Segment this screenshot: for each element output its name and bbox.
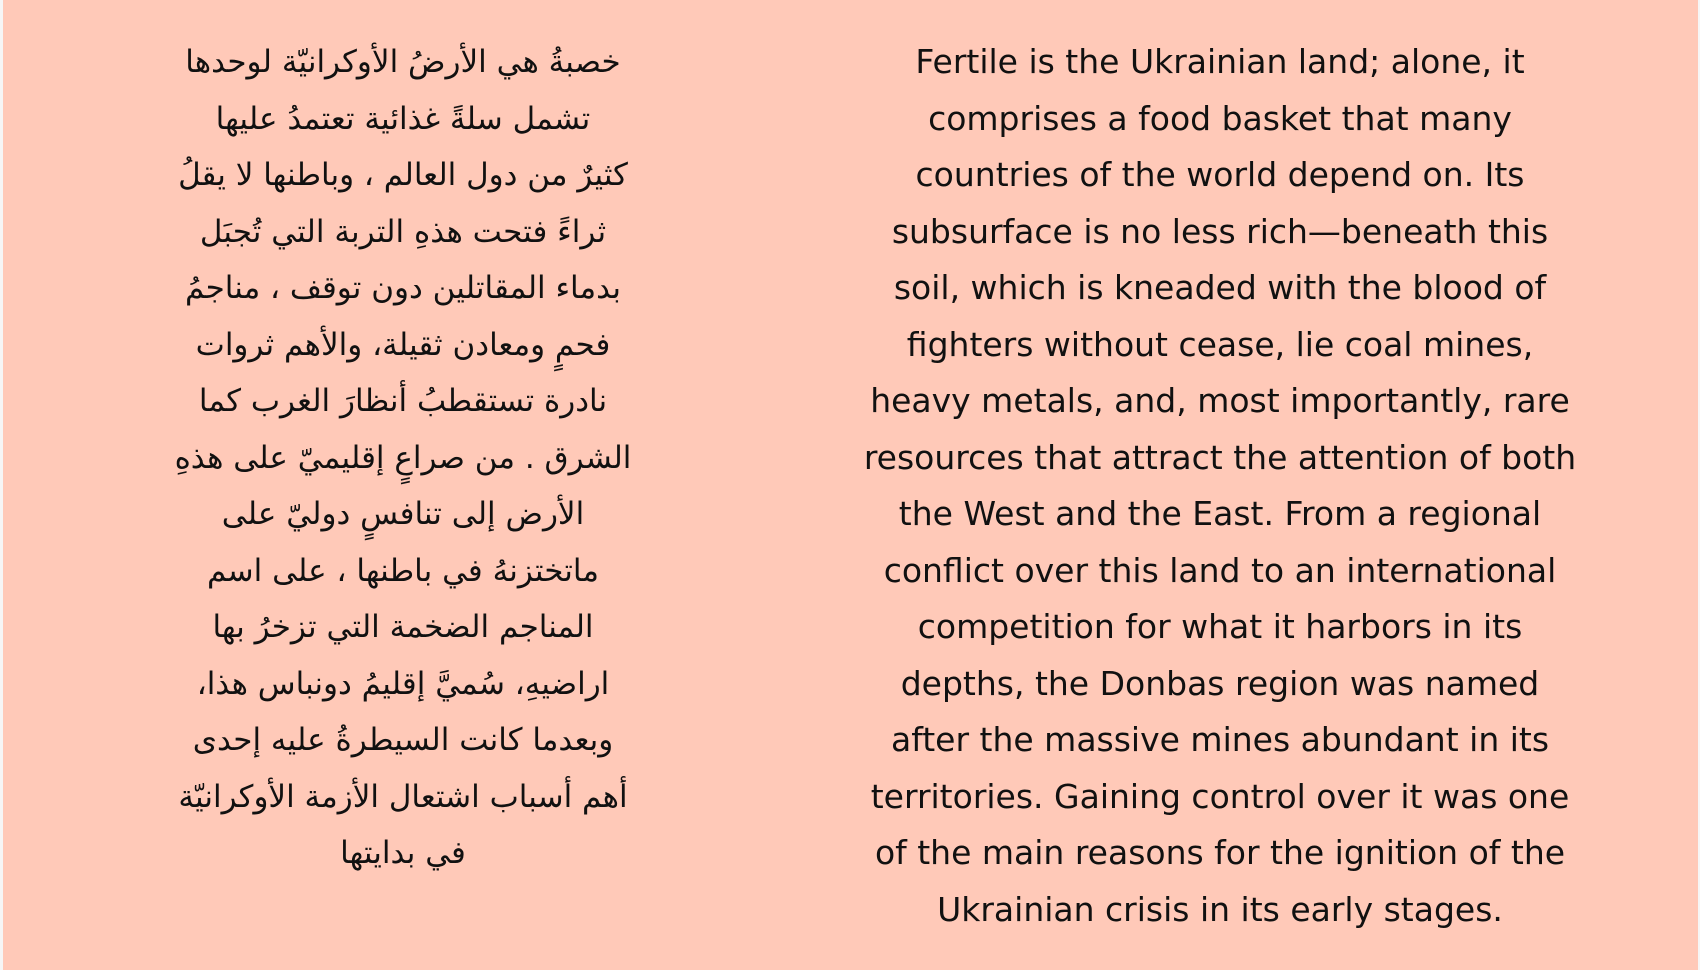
english-line: of the main reasons for the ignition of the <box>874 833 1566 872</box>
arabic-line: خصبةُ هي الأرضُ الأوكرانيّة لوحدها <box>185 44 621 80</box>
arabic-line: بدماء المقاتلين دون توقف ، مناجمُ <box>184 270 622 306</box>
arabic-line: الشرق . من صراعٍ إقليميّ على هذهِ <box>174 439 632 476</box>
arabic-line: أهم أسباب اشتعال الأزمة الأوكرانيّة <box>178 778 628 815</box>
arabic-line: الأرض إلى تنافسٍ دوليّ على <box>221 496 585 532</box>
english-paragraph <box>800 34 1640 938</box>
english-line: conflict over this land to an international <box>883 550 1557 590</box>
arabic-line: نادرة تستقطبُ أنظارَ الغرب كما <box>198 383 608 419</box>
arabic-line: فحمٍ ومعادن ثقيلة، والأهم ثروات <box>195 326 611 363</box>
arabic-paragraph <box>58 34 748 882</box>
arabic-line: كثيرٌ من دول العالم ، وباطنها لا يقلُ <box>178 157 628 193</box>
arabic-line: المناجم الضخمة التي تزخرُ بها <box>212 609 594 645</box>
arabic-line: تشمل سلةً غذائية تعتمدُ عليها <box>215 100 591 137</box>
arabic-line: في بدايتها <box>340 835 466 871</box>
english-line: resources that attract the attention of both <box>863 437 1577 477</box>
arabic-line: وبعدما كانت السيطرةُ عليه إحدى <box>192 722 614 758</box>
arabic-line: اراضيهِ، سُميَّ إقليمُ دونباس هذا، <box>196 665 610 702</box>
english-line: subsurface is no less rich—beneath this <box>891 211 1549 251</box>
english-line: the West and the East. From a regional <box>898 494 1542 533</box>
english-line: depths, the Donbas region was named <box>900 663 1540 703</box>
arabic-line: ماتختزنهُ في باطنها ، على اسم <box>207 552 599 589</box>
english-line: Fertile is the Ukrainian land; alone, it <box>915 42 1525 81</box>
english-line: heavy metals, and, most importantly, rare <box>870 381 1570 420</box>
english-line: Ukrainian crisis in its early stages. <box>937 889 1503 929</box>
english-line: soil, which is kneaded with the blood of <box>893 268 1547 307</box>
arabic-line: ثراءً فتحت هذهِ التربة التي تُجبَل <box>199 213 607 250</box>
english-line: after the massive mines abundant in its <box>890 720 1550 759</box>
english-line: competition for what it harbors in its <box>917 607 1523 646</box>
english-line: territories. Gaining control over it was one <box>870 776 1570 816</box>
english-line: countries of the world depend on. Its <box>915 155 1525 194</box>
english-line: fighters without cease, lie coal mines, <box>906 324 1534 364</box>
english-line: comprises a food basket that many <box>928 98 1512 138</box>
